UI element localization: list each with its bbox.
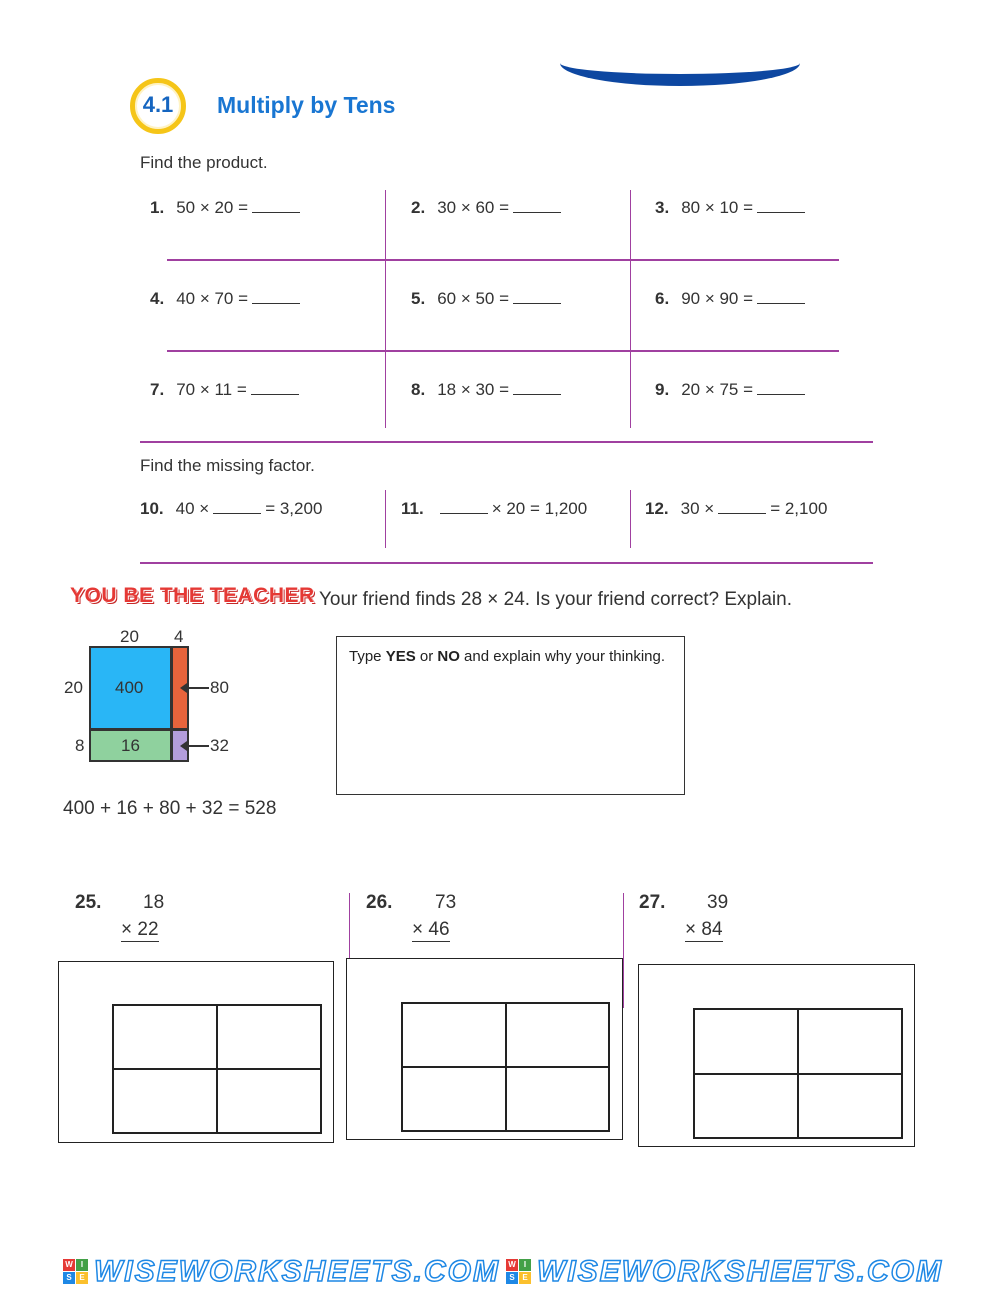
explanation-textbox[interactable]: Type YES or NO and explain why your thinking. [336,636,685,795]
answer-blank[interactable] [252,198,300,213]
grid-divider [167,350,839,352]
grid-divider [167,259,839,261]
problem-2: 2. 30 × 60 = [411,198,565,218]
area-cell-value: 400 [115,678,144,697]
problem-3: 3. 80 × 10 = [655,198,809,218]
problem-25-number: 25. [75,892,102,913]
problem-8: 8. 18 × 30 = [411,380,565,400]
arrow-label: 80 [210,678,229,697]
problem-27-bottom: × 84 [685,919,723,940]
problem-26-number: 26. [366,892,393,913]
answer-blank[interactable] [757,198,805,213]
problem-25-top: 18 [143,892,165,913]
grid-divider [630,190,631,428]
footer-watermark [0,1252,1000,1291]
answer-blank[interactable] [251,380,299,395]
answer-blank[interactable] [213,499,261,514]
grid-divider [623,893,624,1008]
problem-25-bottom: × 22 [121,919,159,940]
problem-9: 9. 20 × 75 = [655,380,809,400]
area-model-grid[interactable] [112,1004,322,1134]
answer-blank[interactable] [718,499,766,514]
work-box-27[interactable] [638,964,915,1147]
answer-blank[interactable] [757,380,805,395]
problem-12: 12. 30 × = 2,100 [645,499,828,518]
header-arc-decoration [560,40,800,86]
problem-11: 11. × 20 = 1,200 [401,499,588,518]
problem-27-top: 39 [707,892,729,913]
grid-divider [385,190,386,428]
section-divider [140,441,873,443]
area-model-grid[interactable] [693,1008,903,1139]
lesson-title: Multiply by Tens [217,92,396,118]
problem-1: 1. 50 × 20 = [150,198,304,218]
answer-blank[interactable] [513,380,561,395]
wise-logo-icon: W I S E [63,1259,88,1284]
area-side-label: 20 [64,678,83,697]
section-divider [140,562,873,564]
problem-26-bottom: × 46 [412,919,450,940]
arrow-head-icon [180,741,187,751]
footer-text: WISEWORKSHEETS.COM [93,1254,500,1288]
answer-blank[interactable] [757,289,805,304]
problem-4: 4. 40 × 70 = [150,289,304,309]
lesson-number-badge [130,78,186,134]
arrow-label: 32 [210,736,229,755]
work-box-26[interactable] [346,958,623,1140]
area-top-label: 20 [120,627,139,646]
model-equation: 400 + 16 + 80 + 32 = 528 [63,798,277,819]
answer-blank[interactable] [252,289,300,304]
problem-27-number: 27. [639,892,666,913]
problem-26-top: 73 [435,892,457,913]
footer-text: WISEWORKSHEETS.COM [537,1254,944,1288]
arrow-head-icon [180,683,187,693]
find-product-instruction: Find the product. [140,153,268,172]
area-side-label: 8 [75,736,85,755]
problem-6: 6. 90 × 90 = [655,289,809,309]
area-cell-value: 16 [121,736,140,755]
you-be-the-teacher-logo: YOU BE THE TEACHER [70,584,315,607]
area-top-label: 4 [174,627,184,646]
problem-10: 10. 40 × = 3,200 [140,499,323,518]
problem-7: 7. 70 × 11 = [150,380,303,400]
answer-blank[interactable] [513,198,561,213]
answer-blank[interactable] [440,499,488,514]
lesson-number: 4.1 [142,92,174,117]
grid-divider [630,490,631,548]
answer-blank[interactable] [513,289,561,304]
missing-factor-instruction: Find the missing factor. [140,456,315,475]
work-box-25[interactable] [58,961,334,1143]
area-model-grid[interactable] [401,1002,610,1132]
teacher-prompt: Your friend finds 28 × 24. Is your friend correct? Explain. [319,589,792,610]
grid-divider [385,490,386,548]
wise-logo-icon: W I S E [506,1259,531,1284]
problem-5: 5. 60 × 50 = [411,289,565,309]
